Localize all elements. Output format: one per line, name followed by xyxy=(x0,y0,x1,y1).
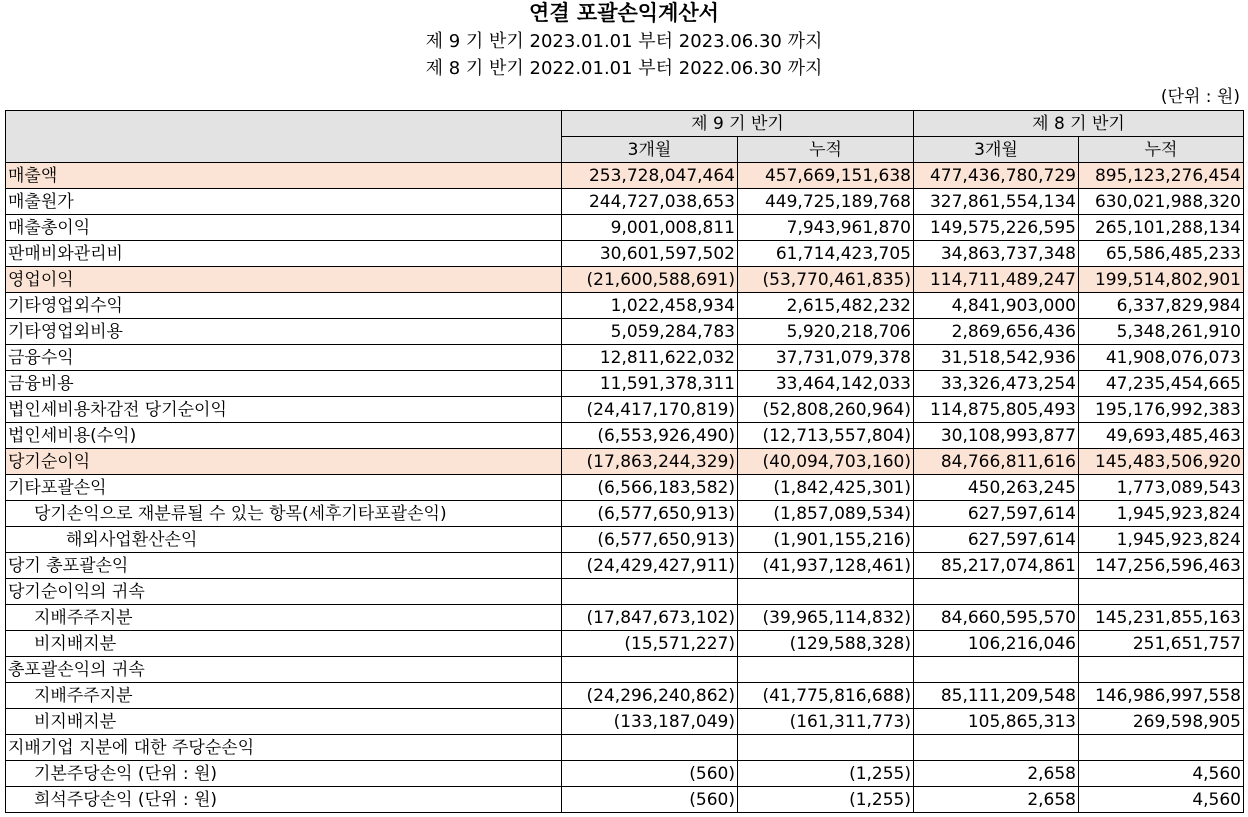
row-label xyxy=(6,163,562,189)
table-row xyxy=(6,735,1244,761)
cell-c4: 145,231,855,163 xyxy=(1079,605,1244,631)
row-label-text: 매출원가 xyxy=(8,191,74,212)
cell-c2: (41,937,128,461) xyxy=(738,553,914,579)
row-label-text: 기타포괄손익 xyxy=(8,477,107,498)
cell-c2: (1,842,425,301) xyxy=(738,475,914,501)
cell-c1: (24,296,240,862) xyxy=(562,683,738,709)
row-label xyxy=(6,423,562,449)
cell-c3: 2,658 xyxy=(914,761,1079,787)
cell-c1: (6,553,926,490) xyxy=(562,423,738,449)
cell-c4: 199,514,802,901 xyxy=(1079,267,1244,293)
row-label-text: 법인세비용(수익) xyxy=(8,425,137,446)
cell-c2 xyxy=(738,657,914,683)
cell-c3: 114,711,489,247 xyxy=(914,267,1079,293)
row-label-text: 법인세비용차감전 당기순이익 xyxy=(8,399,227,420)
row-label-text: 당기 총포괄손익 xyxy=(8,555,129,576)
cell-c4: 4,560 xyxy=(1079,787,1244,813)
row-label xyxy=(6,631,562,657)
row-label xyxy=(6,397,562,423)
table-row xyxy=(6,189,1244,215)
cell-c2: (40,094,703,160) xyxy=(738,449,914,475)
cell-c1: (21,600,588,691) xyxy=(562,267,738,293)
row-label xyxy=(6,267,562,293)
row-label xyxy=(6,579,562,605)
cell-c2: 449,725,189,768 xyxy=(738,189,914,215)
cell-c1: (24,429,427,911) xyxy=(562,553,738,579)
cell-c3: 114,875,805,493 xyxy=(914,397,1079,423)
row-label-text: 영업이익 xyxy=(8,269,74,290)
cell-c3: 84,766,811,616 xyxy=(914,449,1079,475)
cell-c2: 61,714,423,705 xyxy=(738,241,914,267)
cell-c2: (39,965,114,832) xyxy=(738,605,914,631)
row-label-text: 해외사업환산손익 xyxy=(66,529,198,550)
row-label xyxy=(6,449,562,475)
cell-c3: 33,326,473,254 xyxy=(914,371,1079,397)
cell-c2: (1,255) xyxy=(738,761,914,787)
cell-c1: 253,728,047,464 xyxy=(562,163,738,189)
cell-c4: 4,560 xyxy=(1079,761,1244,787)
table-row xyxy=(6,605,1244,631)
cell-c2: (1,901,155,216) xyxy=(738,527,914,553)
row-label xyxy=(6,319,562,345)
table-row xyxy=(6,683,1244,709)
table-row xyxy=(6,449,1244,475)
cell-c1: 11,591,378,311 xyxy=(562,371,738,397)
row-label-text: 지배기업 지분에 대한 주당순손익 xyxy=(8,737,255,758)
period-current: 제 9 기 반기 2023.01.01 부터 2023.06.30 까지 xyxy=(425,31,823,52)
cell-c1: (133,187,049) xyxy=(562,709,738,735)
cell-c3: 627,597,614 xyxy=(914,527,1079,553)
cell-c1: (24,417,170,819) xyxy=(562,397,738,423)
cell-c4: 1,945,923,824 xyxy=(1079,527,1244,553)
table-row xyxy=(6,709,1244,735)
cell-c4: 47,235,454,665 xyxy=(1079,371,1244,397)
cell-c4: 146,986,997,558 xyxy=(1079,683,1244,709)
table-row xyxy=(6,631,1244,657)
cell-c1: 9,001,008,811 xyxy=(562,215,738,241)
cell-c4: 251,651,757 xyxy=(1079,631,1244,657)
table-row xyxy=(6,345,1244,371)
row-label-text: 지배주주지분 xyxy=(34,607,133,628)
header-current-3month: 3개월 xyxy=(562,137,738,163)
header-prior-period: 제 8 기 반기 xyxy=(914,111,1244,137)
row-label xyxy=(6,657,562,683)
cell-c2: (41,775,816,688) xyxy=(738,683,914,709)
table-row xyxy=(6,241,1244,267)
row-label-text: 판매비와관리비 xyxy=(8,243,123,264)
cell-c4: 265,101,288,134 xyxy=(1079,215,1244,241)
table-row xyxy=(6,787,1244,813)
table-row xyxy=(6,267,1244,293)
cell-c1 xyxy=(562,579,738,605)
cell-c4: 145,483,506,920 xyxy=(1079,449,1244,475)
cell-c3: 84,660,595,570 xyxy=(914,605,1079,631)
cell-c2 xyxy=(738,735,914,761)
row-label-text: 금융수익 xyxy=(8,347,74,368)
row-label-text: 희석주당손익 (단위 : 원) xyxy=(34,789,218,810)
header-blank-cell xyxy=(6,111,562,163)
cell-c3: 85,217,074,861 xyxy=(914,553,1079,579)
row-label xyxy=(6,215,562,241)
row-label-text: 기타영업외수익 xyxy=(8,295,123,316)
period-prior: 제 8 기 반기 2022.01.01 부터 2022.06.30 까지 xyxy=(425,58,823,79)
cell-c2: (1,857,089,534) xyxy=(738,501,914,527)
row-label-text: 기타영업외비용 xyxy=(8,321,123,342)
table-row xyxy=(6,293,1244,319)
row-label-text: 총포괄손익의 귀속 xyxy=(8,659,145,680)
cell-c1: (15,571,227) xyxy=(562,631,738,657)
cell-c2: 2,615,482,232 xyxy=(738,293,914,319)
cell-c3: 4,841,903,000 xyxy=(914,293,1079,319)
cell-c1: 12,811,622,032 xyxy=(562,345,738,371)
income-statement-table xyxy=(5,110,1244,813)
row-label xyxy=(6,787,562,813)
cell-c1: 30,601,597,502 xyxy=(562,241,738,267)
cell-c3 xyxy=(914,579,1079,605)
cell-c1: (17,863,244,329) xyxy=(562,449,738,475)
cell-c2: (53,770,461,835) xyxy=(738,267,914,293)
cell-c3: 106,216,046 xyxy=(914,631,1079,657)
header-current-period: 제 9 기 반기 xyxy=(562,111,914,137)
row-label-text: 금융비용 xyxy=(8,373,74,394)
cell-c3: 34,863,737,348 xyxy=(914,241,1079,267)
cell-c3: 30,108,993,877 xyxy=(914,423,1079,449)
row-label xyxy=(6,735,562,761)
cell-c3: 327,861,554,134 xyxy=(914,189,1079,215)
cell-c3: 31,518,542,936 xyxy=(914,345,1079,371)
table-row xyxy=(6,475,1244,501)
cell-c2 xyxy=(738,579,914,605)
unit-label: (단위 : 원) xyxy=(1160,87,1240,107)
row-label-text: 지배주주지분 xyxy=(34,685,133,706)
cell-c2: 7,943,961,870 xyxy=(738,215,914,241)
cell-c4: 269,598,905 xyxy=(1079,709,1244,735)
table-row xyxy=(6,423,1244,449)
table-row xyxy=(6,657,1244,683)
cell-c1: (6,566,183,582) xyxy=(562,475,738,501)
row-label xyxy=(6,605,562,631)
cell-c2: (52,808,260,964) xyxy=(738,397,914,423)
cell-c2: (129,588,328) xyxy=(738,631,914,657)
table-row xyxy=(6,553,1244,579)
row-label-text: 기본주당손익 (단위 : 원) xyxy=(34,763,218,784)
row-label-text: 당기손익으로 재분류될 수 있는 항목(세후기타포괄손익) xyxy=(34,503,447,524)
cell-c3: 2,658 xyxy=(914,787,1079,813)
cell-c3: 477,436,780,729 xyxy=(914,163,1079,189)
cell-c2: 33,464,142,033 xyxy=(738,371,914,397)
cell-c1: (17,847,673,102) xyxy=(562,605,738,631)
row-label-text: 당기순이익 xyxy=(8,451,91,472)
cell-c3 xyxy=(914,735,1079,761)
cell-c2: 37,731,079,378 xyxy=(738,345,914,371)
table-row xyxy=(6,163,1244,189)
cell-c1: 5,059,284,783 xyxy=(562,319,738,345)
cell-c4 xyxy=(1079,735,1244,761)
row-label xyxy=(6,761,562,787)
row-label xyxy=(6,371,562,397)
row-label xyxy=(6,475,562,501)
row-label-text: 매출총이익 xyxy=(8,217,91,238)
cell-c4: 1,945,923,824 xyxy=(1079,501,1244,527)
cell-c3: 450,263,245 xyxy=(914,475,1079,501)
table-row xyxy=(6,579,1244,605)
cell-c3: 627,597,614 xyxy=(914,501,1079,527)
header-prior-cumulative: 누적 xyxy=(1079,137,1244,163)
row-label-text: 비지배지분 xyxy=(34,711,117,732)
cell-c3: 85,111,209,548 xyxy=(914,683,1079,709)
cell-c4: 41,908,076,073 xyxy=(1079,345,1244,371)
cell-c2: (12,713,557,804) xyxy=(738,423,914,449)
row-label-text: 매출액 xyxy=(8,165,58,186)
cell-c3 xyxy=(914,657,1079,683)
table-row xyxy=(6,215,1244,241)
cell-c2: 457,669,151,638 xyxy=(738,163,914,189)
row-label-text: 비지배지분 xyxy=(34,633,117,654)
cell-c1: 1,022,458,934 xyxy=(562,293,738,319)
table-row xyxy=(6,761,1244,787)
cell-c3: 105,865,313 xyxy=(914,709,1079,735)
table-row xyxy=(6,319,1244,345)
cell-c1 xyxy=(562,735,738,761)
cell-c1 xyxy=(562,657,738,683)
cell-c4: 5,348,261,910 xyxy=(1079,319,1244,345)
cell-c4: 147,256,596,463 xyxy=(1079,553,1244,579)
row-label xyxy=(6,553,562,579)
cell-c2: 5,920,218,706 xyxy=(738,319,914,345)
header-row-periods xyxy=(6,111,1244,137)
cell-c1: (560) xyxy=(562,761,738,787)
row-label xyxy=(6,709,562,735)
row-label xyxy=(6,501,562,527)
cell-c4: 195,176,992,383 xyxy=(1079,397,1244,423)
cell-c1: (6,577,650,913) xyxy=(562,527,738,553)
cell-c4: 895,123,276,454 xyxy=(1079,163,1244,189)
row-label-text: 당기순이익의 귀속 xyxy=(8,581,145,602)
row-label xyxy=(6,293,562,319)
row-label xyxy=(6,189,562,215)
cell-c4 xyxy=(1079,657,1244,683)
cell-c4 xyxy=(1079,579,1244,605)
cell-c3: 149,575,226,595 xyxy=(914,215,1079,241)
cell-c2: (1,255) xyxy=(738,787,914,813)
cell-c3: 2,869,656,436 xyxy=(914,319,1079,345)
header-prior-3month: 3개월 xyxy=(914,137,1079,163)
row-label xyxy=(6,683,562,709)
row-label xyxy=(6,241,562,267)
row-label xyxy=(6,345,562,371)
table-row xyxy=(6,527,1244,553)
table-row xyxy=(6,501,1244,527)
cell-c1: 244,727,038,653 xyxy=(562,189,738,215)
report-title: 연결 포괄손익계산서 xyxy=(529,1,719,25)
cell-c1: (6,577,650,913) xyxy=(562,501,738,527)
cell-c4: 49,693,485,463 xyxy=(1079,423,1244,449)
cell-c4: 1,773,089,543 xyxy=(1079,475,1244,501)
cell-c4: 65,586,485,233 xyxy=(1079,241,1244,267)
header-current-cumulative: 누적 xyxy=(738,137,914,163)
cell-c4: 6,337,829,984 xyxy=(1079,293,1244,319)
cell-c1: (560) xyxy=(562,787,738,813)
cell-c4: 630,021,988,320 xyxy=(1079,189,1244,215)
cell-c2: (161,311,773) xyxy=(738,709,914,735)
row-label xyxy=(6,527,562,553)
table-row xyxy=(6,397,1244,423)
table-row xyxy=(6,371,1244,397)
